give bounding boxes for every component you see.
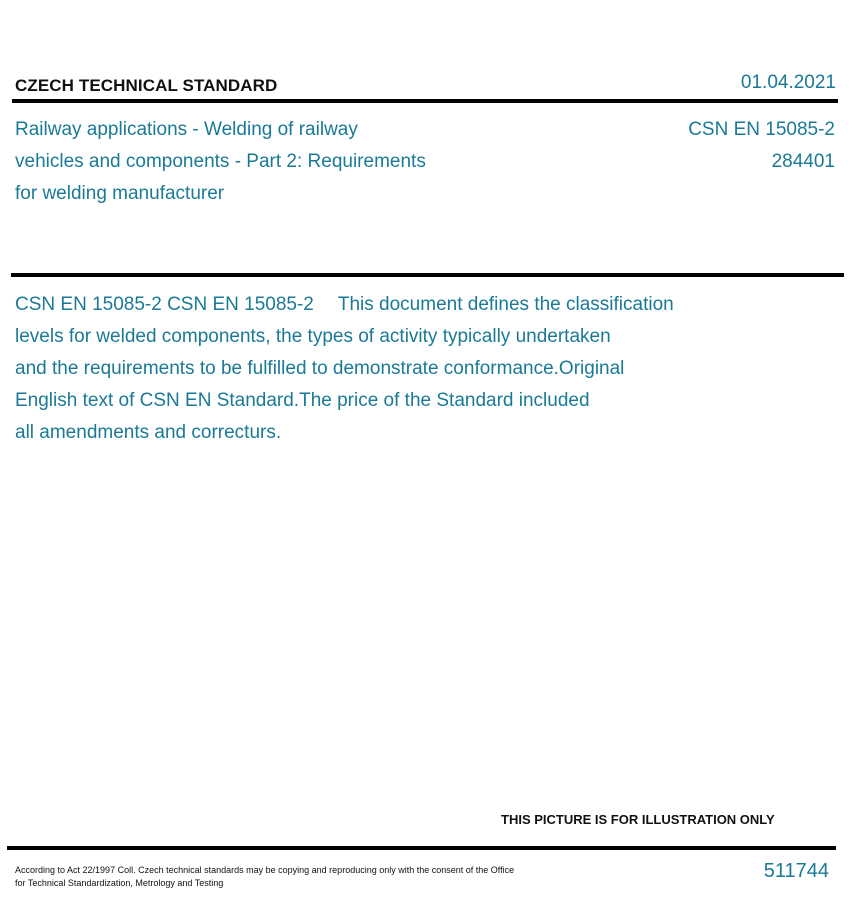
standard-title: [15, 114, 515, 210]
title-line: Railway applications - Welding of railway: [15, 119, 358, 140]
document-type-heading: CZECH TECHNICAL STANDARD: [15, 76, 278, 95]
legal-line: for Technical Standardization, Metrology and Testing: [15, 878, 224, 888]
document-id: 511744: [763, 860, 829, 882]
standard-number: CSN EN 15085-2: [688, 119, 835, 140]
description-line: [15, 289, 775, 321]
description-codes: CSN EN 15085-2 CSN EN 15085-2: [15, 294, 314, 315]
footer-divider: [7, 846, 836, 850]
legal-notice: [15, 864, 514, 890]
title-line: vehicles and components - Part 2: Requirements: [15, 151, 426, 172]
title-line: for welding manufacturer: [15, 183, 225, 204]
header-divider: [12, 99, 838, 103]
publication-date: 01.04.2021: [740, 72, 836, 93]
title-divider: [11, 273, 844, 277]
description-line: all amendments and correcturs.: [15, 422, 282, 443]
description-line: and the requirements to be fulfilled to demonstrate conformance.Original: [15, 358, 625, 379]
description-line: English text of CSN EN Standard.The price of the Standard included: [15, 390, 590, 411]
standard-class-code: 284401: [771, 151, 835, 172]
description-line: levels for welded components, the types of activity typically undertaken: [15, 326, 611, 347]
description-text: This document defines the classification: [337, 294, 674, 315]
illustration-disclaimer: THIS PICTURE IS FOR ILLUSTRATION ONLY: [501, 812, 775, 827]
standard-description: [15, 289, 775, 449]
legal-line: According to Act 22/1997 Coll. Czech technical standards may be copying and reproducing only with the consent of the Office: [15, 865, 515, 875]
